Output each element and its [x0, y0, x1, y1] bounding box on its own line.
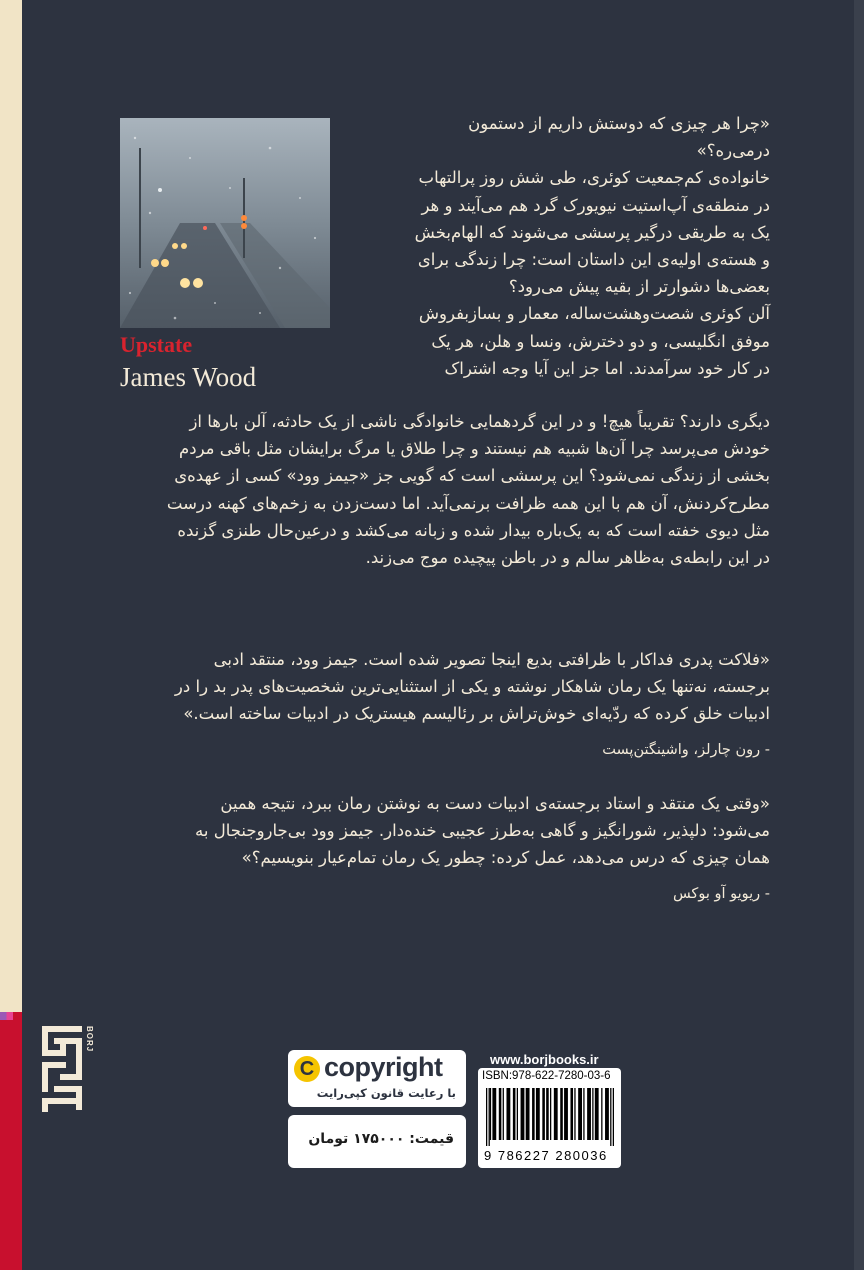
- blurb-line: در منطقه‌ی آپ‌استیت نیویورک گرد هم می‌آیند و هر: [421, 195, 770, 215]
- spine-cream-strip: [0, 0, 22, 1020]
- publisher-website[interactable]: www.borjbooks.ir: [490, 1052, 599, 1067]
- barcode-bar: [542, 1088, 545, 1140]
- review-quote-1: [90, 646, 770, 728]
- blurb-line: بخشی از زندگی نمی‌شود؟ این پرسشی است که گویی جز «جیمز وود» کسی از عهده‌ی: [174, 466, 770, 486]
- barcode-bar: [613, 1088, 614, 1146]
- barcode-number: 9 786227 280036: [484, 1148, 608, 1163]
- book-author: James Wood: [120, 362, 257, 392]
- copyright-label: copyright: [324, 1052, 443, 1082]
- barcode-bar: [554, 1088, 558, 1140]
- barcode-box: [478, 1068, 621, 1168]
- quote-2-attribution: - ریویو آو بوکس: [672, 886, 770, 902]
- barcode-bar: [532, 1088, 535, 1140]
- barcode-bar: [595, 1088, 599, 1140]
- barcode-bar: [587, 1088, 591, 1140]
- review-quote-2: [90, 790, 770, 872]
- spine-red-strip: [0, 1020, 22, 1270]
- price-box: [288, 1115, 466, 1168]
- blurb-line: «چرا هر چیزی که دوستش داریم از دستمون: [468, 114, 770, 133]
- blurb-line: در این رابطه‌ی به‌ظاهر سالم و در باطن پیچیده موج می‌زند.: [365, 548, 770, 568]
- barcode-bar: [486, 1088, 487, 1146]
- blurb-line: آلن کوئری شصت‌وهشت‌ساله، معمار و بساز‌بفروش: [418, 304, 770, 324]
- barcode-bar: [570, 1088, 573, 1140]
- blurb-line: مثل دیوی خفته است که به یک‌باره بیدار شده و زبانه می‌کشد و درعین‌حال طنزی گزنده: [177, 520, 770, 540]
- quote-line: «وقتی یک منتقد و استاد برجسته‌ی ادبیات دست به نوشتن رمان ببرد، نتیجه همین: [220, 794, 770, 813]
- barcode-bar: [492, 1088, 496, 1140]
- barcode-bar: [574, 1088, 575, 1140]
- barcode-bar: [564, 1088, 568, 1140]
- price-text: قیمت: ۱۷۵۰۰۰ تومان: [308, 1131, 454, 1147]
- barcode-bar: [517, 1088, 518, 1140]
- blurb-line: در کار خود سرآمدند. اما جز این آیا وجه اشتراک: [444, 358, 770, 378]
- blurb-line: درمی‌ره؟»: [696, 141, 770, 161]
- barcode-bar: [583, 1088, 584, 1140]
- barcode-bar: [578, 1088, 582, 1140]
- barcode-bar: [506, 1088, 510, 1140]
- barcode-bar: [610, 1088, 611, 1146]
- barcode-bars: [486, 1088, 614, 1146]
- copyright-subtitle: با رعایت قانون کپی‌رایت: [316, 1086, 456, 1100]
- quote-line: همان چیزی که درس می‌دهد، عمل کرده: چطور یک رمان تمام‌عیار بنویسیم؟»: [241, 848, 770, 868]
- book-title: Upstate: [120, 332, 193, 357]
- barcode-bar: [499, 1088, 502, 1140]
- barcode-bar: [605, 1088, 609, 1140]
- blurb-top: [362, 110, 770, 382]
- quote-line: «فلاکت پدری فداکار با ظرافتی بدیع اینجا تصویر شده است. جیمز وود، منتقد ادبی: [213, 650, 770, 669]
- barcode-bar: [601, 1088, 602, 1140]
- blurb-line: و هسته‌ی اولیه‌ی این داستان است: چرا زندگی برای: [417, 250, 770, 270]
- barcode-bar: [592, 1088, 593, 1140]
- quote-line: می‌شود: دلپذیر، شورانگیز و گاهی به‌طرز عجیبی خنده‌دار. جیمز وود بی‌جاروجنجال به: [195, 821, 770, 841]
- barcode-bar: [490, 1088, 491, 1140]
- blurb-line: مطرح‌کردنش، آن هم با این همه ظرافت برنمی‌آید. اما دست‌زدن به زخم‌های کهنه درست: [166, 493, 770, 513]
- spine-color-bar: [0, 1012, 22, 1020]
- barcode-bar: [550, 1088, 551, 1140]
- barcode-bar: [536, 1088, 540, 1140]
- cover-photo: [120, 118, 330, 328]
- blurb-line: یک به طریقی درگیر پرسشی می‌شوند که الهام‌بخش: [414, 222, 770, 242]
- blurb-full: [90, 408, 770, 571]
- barcode-bar: [521, 1088, 525, 1140]
- copyright-badge: [288, 1050, 466, 1107]
- cover-edge: [854, 0, 864, 1270]
- publisher-logo: [38, 1018, 98, 1118]
- isbn-label: ISBN:978-622-7280-03-6: [482, 1070, 611, 1082]
- barcode-bar: [526, 1088, 530, 1140]
- quote-line: ادبیات خلق کرده که ردّیه‌ای خوش‌تراش بر رئالیسم هیستریک در ادبیات ساخته است.»: [183, 704, 770, 724]
- copyright-icon: C: [294, 1056, 320, 1082]
- blurb-line: بعضی‌ها دشوارتر از بقیه پیش می‌رود؟: [508, 277, 770, 297]
- barcode-bar: [513, 1088, 516, 1140]
- quote-line: برجسته، نه‌تنها یک رمان شاهکار نوشته و یکی از استثنایی‌ترین شخصیت‌های پدر بد را در: [174, 677, 770, 697]
- quote-1-attribution: - رون چارلز، واشینگتن‌پست: [602, 742, 770, 758]
- barcode-bar: [489, 1088, 490, 1146]
- barcode-bar: [503, 1088, 504, 1140]
- blurb-line: خودش می‌پرسد چرا آن‌ها شبیه هم نیستند و چرا طلاق یا مرگ برایشان مثل باقی مردم: [179, 439, 770, 459]
- publisher-logo-text: BORJ: [85, 1026, 94, 1053]
- blurb-line: دیگری دارند؟ تقریباً هیچ! و در این گردهمایی خانوادگی ناشی از یک حادثه، آلن بارها از: [189, 412, 770, 431]
- blurb-line: موفق انگلیسی، و دو دخترش، ونسا و هلن، هر یک: [431, 331, 770, 351]
- blurb-line: خانواده‌ی کم‌جمعیت کوئری، طی شش روز پرالتهاب: [418, 168, 770, 188]
- barcode-bar: [546, 1088, 549, 1140]
- barcode-bar: [560, 1088, 563, 1140]
